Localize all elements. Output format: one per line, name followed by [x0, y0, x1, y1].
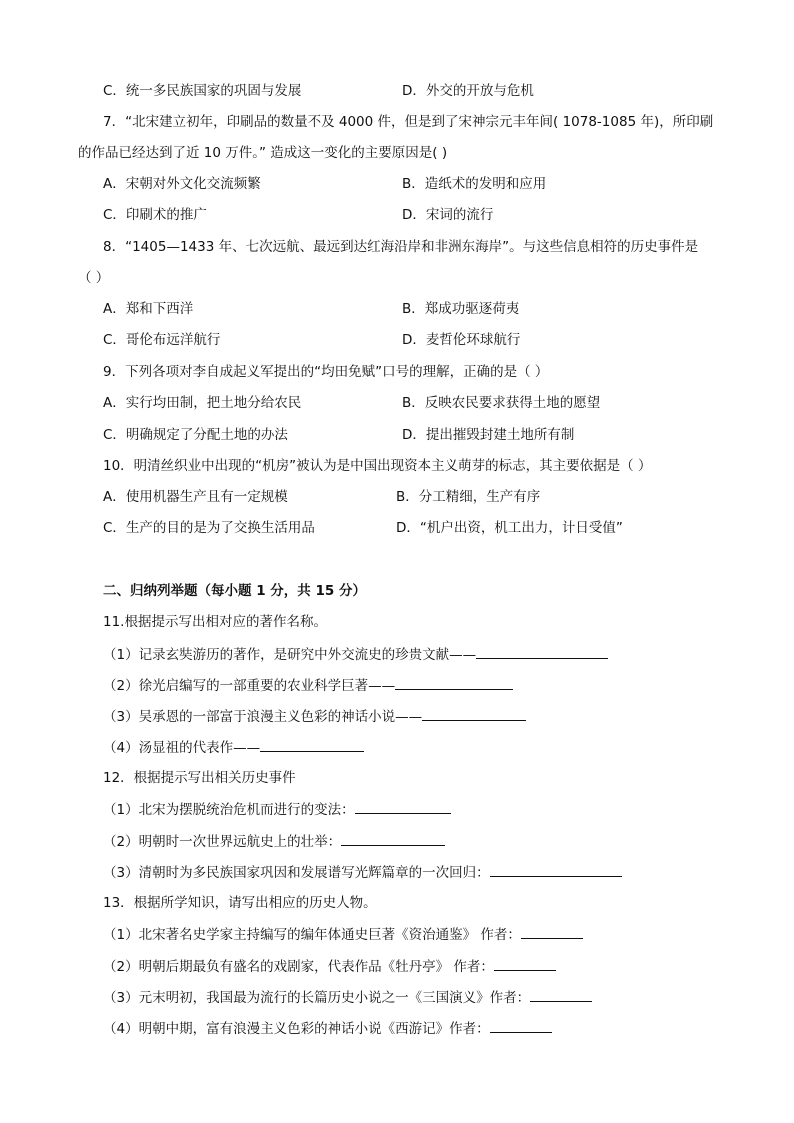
q13-item-4: [103, 1018, 552, 1039]
q7-stem-line1: 7．“北宋建立初年，印刷品的数量不及 4000 件，但是到了宋神宗元丰年间( 1078-1085 年)，所印刷: [103, 114, 714, 130]
q10-option-a: A．使用机器生产且有一定规模: [103, 489, 288, 505]
q12-item-1-text: （1）北宋为摆脱统治危机而进行的变法：: [103, 802, 355, 818]
q8-option-d: D．麦哲伦环球航行: [402, 332, 521, 348]
answer-blank[interactable]: [490, 862, 622, 877]
q11-item-1-text: （1）记录玄奘游历的著作，是研究中外交流史的珍贵文献——: [103, 647, 477, 663]
answer-blank[interactable]: [494, 956, 556, 971]
q13-item-3-text: （3）元末明初，我国最为流行的长篇历史小说之一《三国演义》作者：: [103, 990, 531, 1006]
answer-blank[interactable]: [341, 831, 445, 846]
q6-option-d: D．外交的开放与危机: [402, 83, 534, 99]
q11-stem: 11.根据提示写出相对应的著作名称。: [103, 614, 327, 630]
q13-item-2-text: （2）明朝后期最负有盛名的戏剧家，代表作品《牡丹亭》 作者：: [103, 959, 494, 975]
q7-option-b: B．造纸术的发明和应用: [402, 176, 547, 192]
answer-blank[interactable]: [260, 737, 364, 752]
q13-item-4-text: （4）明朝中期，富有浪漫主义色彩的神话小说《西游记》作者：: [103, 1021, 490, 1037]
q8-option-c: C．哥伦布远洋航行: [103, 332, 221, 348]
answer-blank[interactable]: [521, 924, 583, 939]
q7-option-a: A．宋朝对外文化交流频繁: [103, 176, 261, 192]
answer-blank[interactable]: [355, 799, 451, 814]
q9-option-a: A．实行均田制，把土地分给农民: [103, 395, 302, 411]
q11-item-1: [103, 644, 608, 665]
q11-item-4-text: （4）汤显祖的代表作——: [103, 740, 261, 756]
q12-item-2: [103, 831, 445, 852]
q10-stem: 10．明清丝织业中出现的“机房”被认为是中国出现资本主义萌芽的标志，其主要依据是（ ）: [103, 458, 652, 474]
q8-option-a: A．郑和下西洋: [103, 301, 194, 317]
q8-stem-line2: （ ）: [78, 270, 110, 286]
answer-blank[interactable]: [490, 1018, 552, 1033]
q7-stem-line2: 的作品已经达到了近 10 万件。” 造成这一变化的主要原因是( ): [78, 145, 448, 161]
answer-blank[interactable]: [422, 706, 526, 721]
q13-item-2: [103, 956, 556, 977]
q11-item-4: [103, 737, 364, 758]
q7-option-c: C．印刷术的推广: [103, 207, 207, 223]
q13-item-3: [103, 987, 592, 1008]
answer-blank[interactable]: [395, 675, 513, 690]
q7-option-d: D．宋词的流行: [402, 207, 494, 223]
q12-stem: 12．根据提示写出相关历史事件: [103, 770, 296, 786]
q11-item-3: [103, 706, 526, 727]
q9-option-d: D．提出摧毁封建土地所有制: [402, 427, 575, 443]
q11-item-3-text: （3）吴承恩的一部富于浪漫主义色彩的神话小说——: [103, 709, 423, 725]
q11-item-2-text: （2）徐光启编写的一部重要的农业科学巨著——: [103, 678, 396, 694]
q13-stem: 13．根据所学知识，请写出相应的历史人物。: [103, 895, 377, 911]
q9-option-b: B．反映农民要求获得土地的愿望: [402, 395, 601, 411]
q10-option-d: D．“机户出资，机工出力，计日受值”: [396, 520, 623, 536]
q11-item-2: [103, 675, 513, 696]
answer-blank[interactable]: [476, 644, 608, 659]
q8-option-b: B．郑成功驱逐荷夷: [402, 301, 520, 317]
q10-option-c: C．生产的目的是为了交换生活用品: [103, 520, 315, 536]
q12-item-3-text: （3）清朝时为多民族国家巩因和发展谱写光辉篇章的一次回归：: [103, 865, 490, 881]
q12-item-3: [103, 862, 622, 883]
q6-option-c: C．统一多民族国家的巩固与发展: [103, 83, 302, 99]
q9-stem: 9．下列各项对李自成起义军提出的“均田免赋”口号的理解，正确的是（ ）: [103, 364, 549, 380]
answer-blank[interactable]: [530, 987, 592, 1002]
q10-option-b: B．分工精细，生产有序: [396, 489, 541, 505]
q13-item-1: [103, 924, 583, 945]
q8-stem-line1: 8．“1405—1433 年、七次远航、最远到达红海沿岸和非洲东海岸”。与这些信息相符的历史事件是: [103, 239, 699, 255]
q12-item-2-text: （2）明朝时一次世界远航史上的壮举：: [103, 834, 342, 850]
q9-option-c: C．明确规定了分配土地的办法: [103, 427, 288, 443]
q12-item-1: [103, 799, 451, 820]
section2-heading: 二、归纳列举题（每小题 1 分，共 15 分）: [103, 583, 366, 599]
q13-item-1-text: （1）北宋著名史学家主持编写的编年体通史巨著《资治通鉴》 作者：: [103, 927, 521, 943]
